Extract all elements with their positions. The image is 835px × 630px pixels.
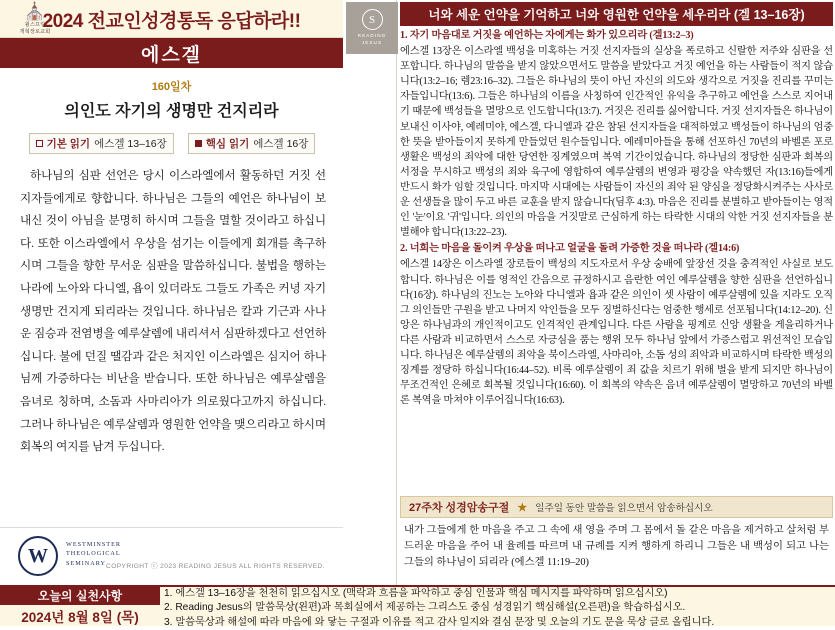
practice-item-2: 2. Reading Jesus의 말씀묵상(왼편)과 목회실에서 제공하는 그리스도 중심 성경읽기 핵심해설(오른편)을 학습하십시오. xyxy=(164,602,686,614)
devotional-body xyxy=(20,165,326,520)
practice-item-1: 1. 에스겔 13–16장을 천천히 읽으십시오 (맥락과 흐름을 파악하고 중심 인물과 핵심 메시지를 파악하며 읽으십시오) xyxy=(164,588,668,599)
book-name: 에스겔 xyxy=(140,45,203,66)
core-reading-value: 에스겔 16장 xyxy=(253,138,309,150)
practice-item-3: 3. 말씀묵상과 해설에 따라 마음에 와 닿는 구절과 이유를 적고 감사 일지와 결심 문장 및 오늘의 기도 문을 묵상 글로 올립니다. xyxy=(164,616,715,628)
memory-verse-subtitle: 일주일 동안 말씀을 읽으면서 암송하십시오 xyxy=(535,503,713,514)
seminary-name: WESTMINSTER THEOLOGICAL SEMINARY xyxy=(66,541,121,567)
practice-date: 2024년 8월 8일 (목) xyxy=(21,609,139,625)
seminary-logo: W xyxy=(18,536,58,576)
section-1-heading: 1. 자기 마음대로 거짓을 예언하는 자에게는 화가 있으리라 (겔13:2–3) xyxy=(400,30,694,41)
reading-plan-row xyxy=(18,134,326,153)
core-reading-label: 핵심 읽기 xyxy=(205,138,250,150)
subject-title: 의인도 자기의 생명만 건지리라 xyxy=(64,103,279,120)
basic-reading-value: 에스겔 13–16장 xyxy=(94,138,167,150)
page-title: 2024 전교인성경통독 응답하라!! xyxy=(42,11,301,32)
practice-list xyxy=(164,586,832,626)
checkbox-filled-icon[interactable] xyxy=(195,140,202,147)
key-verse-banner: 너와 세운 언약을 기억하고 너와 영원한 언약을 세우리라 (겔 13–16장) xyxy=(400,2,833,26)
star-icon: ★ xyxy=(517,501,528,514)
section-2-heading: 2. 너희는 마음을 돌이켜 우상을 떠나고 얼굴을 돌려 가증한 것을 떠나라 (겔14:6) xyxy=(400,243,740,255)
exposition-body xyxy=(400,28,833,490)
practice-label: 오늘의 실천사항 xyxy=(0,585,160,605)
checkbox-outline-icon[interactable] xyxy=(36,140,43,147)
left-study-panel xyxy=(0,0,343,626)
core-reading-box xyxy=(188,133,316,154)
memory-verse-text: 내가 그들에게 한 마음을 주고 그 속에 새 영을 주며 그 몸에서 돌 같은 마음을 제거하고 살처럼 부드러운 마음을 주어 내 율례를 따르며 내 규례를 지켜 행하게 하리니 그들은 내 백성이 되고 나는 그들의 하나님이 되리라 (에스겔 11:19–20) xyxy=(404,525,829,568)
copyright-text: COPYRIGHT ⓒ 2023 READING JESUS ALL RIGHTS RESERVED. xyxy=(106,563,325,570)
memory-verse-week-label: 27주차 성경암송구절 xyxy=(409,502,510,514)
church-cross-icon: ⛪ xyxy=(24,2,46,21)
reading-jesus-mark-icon: S xyxy=(362,9,383,30)
section-1-text: 에스겔 13장은 이스라엘 백성을 미혹하는 거짓 선지자들의 실상을 폭로하고 신랄한 저주와 심판을 선포합니다. 하나님의 말씀을 받지 않았으면서도 말씀을 받았다고 거짓 예언을 하는 사람들이 적지 않습니다(13:2–16; 렘23:16–32). 그들은 하나님의 뜻이 아닌 자신의 의도와 생각으로 거짓을 진리를 꾸미는 자들입니다(13:6). 그들은 하나님의 이름을 사칭하여 인간적인 유익을 추구하고 예언을 스스로 지어내기 때문에 백성들을 멸망으로 인도합니다(13:7). 거짓은 진리를 싫어합니다. 거짓 선지자들은 하나님이 보내신 이사야, 예레미야, 에스겔, 다니엘과 같은 참된 선지자들을 대적하였고 백성들이 하나님의 엄중한 뜻을 받아들이지 못하게 만들었던 원수들입니다. 예레미아들을 통해 선포하신 70년의 바벨론 포로 생활은 백성의 죄악에 대한 당연한 징계였으며 복역 기간이었습니다. 하나님의 정당한 심판과 회복의 서정을 무시하고 백성의 죄와 육구에 영합하여 예루살렘의 변영과 평강을 약속했던 자(13:16)들에게 반드시 화가 임할 것입니다. 마지막 시대에는 사람들이 자신의 죄악 된 양심을 정당화시켜주는 사사로운 선생들을 많이 두고 바른 교훈을 받지 않습니다(딤후 4:3). 마음은 진리를 분별하고 받아들이는 영적인 '눈'이요 '귀'입니다. 의인의 마음을 거짓말로 근심하게 하는 타락한 시대의 악한 거짓 선지자들을 분별해야 합니다(13:22–23). xyxy=(400,46,833,239)
basic-reading-label: 기본 읽기 xyxy=(46,138,91,150)
section-2-text: 에스겔 14장은 이스라엘 장로들이 백성의 지도자로서 우상 숭배에 앞장선 것을 충격적인 사실로 보도합니다. 하나님은 이를 영적인 간음으로 규정하시고 음란한 여인 예루살렘을 향한 심판을 선언하십니다(16장). 하나님의 진노는 노아와 다니엘과 욥과 같은 의인이 셋 사람이 예루살렘에 있을 지라도 오직 그 의인들만 구원을 받고 나머지 악인들을 모두 징벌하신다는 엄중한 행세로 선포됩니다(14:12–20). 신앙은 하나님과의 개인적이고도 인격적인 관계입니다. 다른 사람을 핑계로 신앙 생활을 게을리하거나 다른 사람과 비교하면서 스스로 자긍심을 품는 행위 모두 하나님 앞에서 가증스럽고 위선적인 모습입니다. 하나님은 예루살렘의 죄악을 북이스라엘, 사마리아, 소돔 성의 죄악과 비교하시며 타락한 백성의 징계를 정당하 하십니다(16:44–52). 비록 예루살렘이 죄 값을 치르기 위해 벌을 받게 되지만 하나님이 무조건적인 은혜로 회복될 것입니다(16:60). 이 회복의 약속은 음녀 예루살렘이 멸망하고 70년의 바벨론 복역을 마쳐야 이루어집니다(16:63). xyxy=(400,259,833,407)
panel-divider xyxy=(396,0,397,585)
church-name: 윌스프링 개혁장로교회 xyxy=(19,22,51,36)
reading-jesus-logo-text: READING JESUS xyxy=(357,33,387,45)
reading-jesus-logo xyxy=(346,2,398,54)
devotional-paragraph: 하나님의 심판 선언은 당시 이스라엘에서 활동하던 거짓 선지자들에게로 향합니다. 하나님은 그들의 예언은 하나님이 보내신 것이 아님을 분명히 하시며 그들을 멸할 것이라고 하십니다. 또한 이스라엘에서 우상을 섬기는 이들에게 회개를 촉구하시며 그들을 향한 무서운 심판을 말씀하십니다. 불법을 행하는 나라에 노아와 다니엘, 욥이 있더라도 그들도 가족은 커녕 자기 생명만 건지게 되리라는 것입니다. 하나님은 칼과 기근과 사나운 짐승과 전염병을 예루살렘에 내리셔서 심판하겠다고 선언하십니다. 불에 던질 땔감과 같은 처지인 이스라엘은 심지어 하나님께 가증하다는 비난을 받습니다. 또한 하나님은 예루살렘을 음녀로 칭하며, 소돔과 사마리아가 의로웠다고까지 하십니다. 그러나 하나님은 예루살렘과 영원한 언약을 맺으리라고 하시며 회복의 여지를 남겨 두십니다. xyxy=(20,169,326,454)
basic-reading-box xyxy=(29,133,174,154)
memory-verse-header xyxy=(400,496,833,518)
day-label: 160일차 xyxy=(151,81,192,93)
